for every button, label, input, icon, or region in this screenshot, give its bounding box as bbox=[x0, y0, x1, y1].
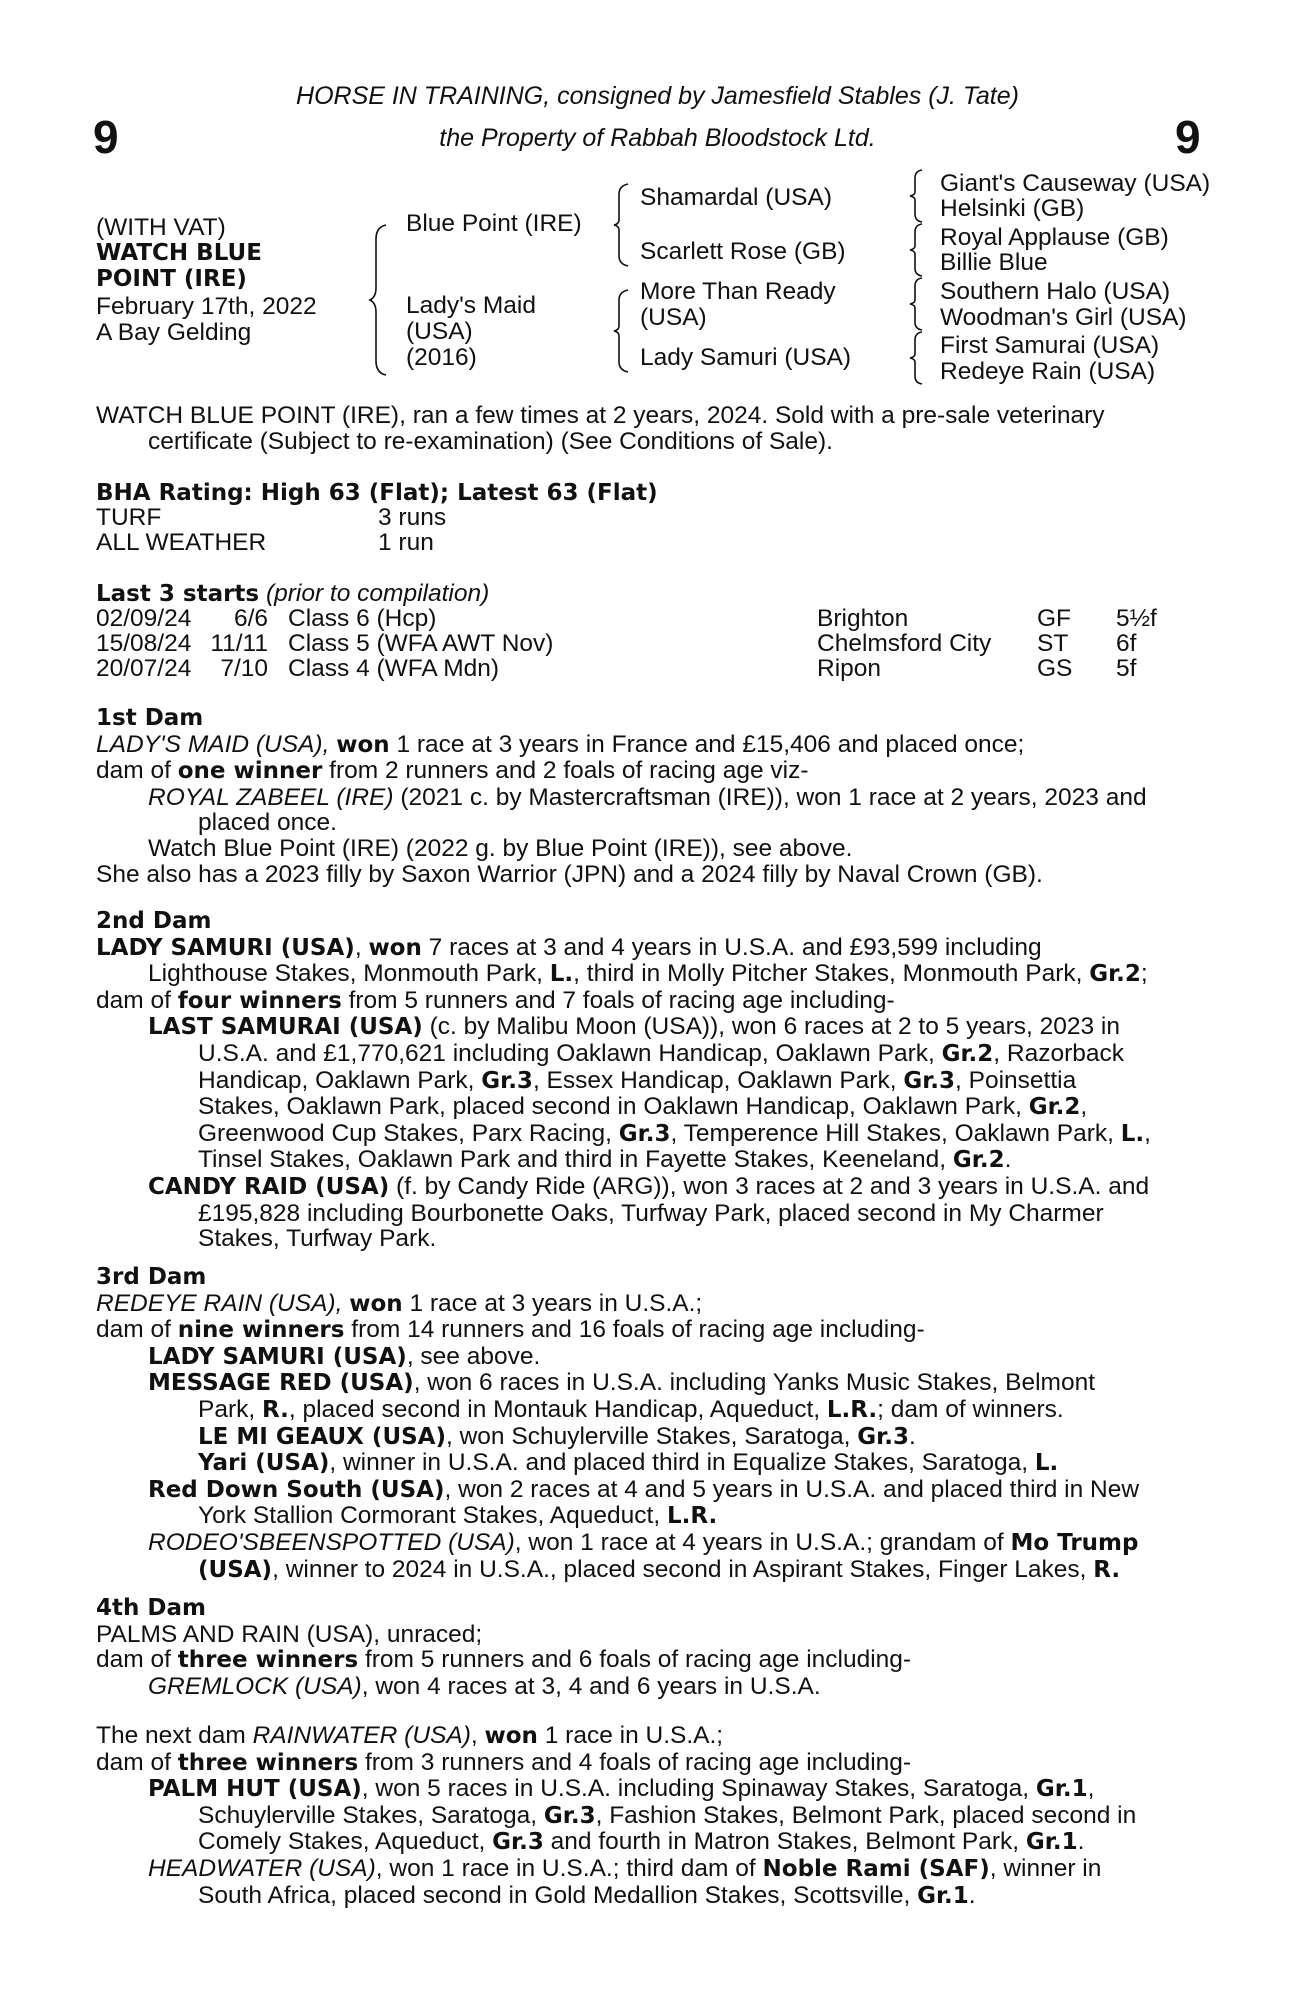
gen3-sss: Giant's Causeway (USA) bbox=[940, 170, 1211, 197]
text-run: ; bbox=[1140, 960, 1148, 988]
text-run: Gr.2 bbox=[952, 1147, 1005, 1174]
text-run: (2021 c. by Mastercraftsman (IRE)), won 1 race at 2 years, 2023 and bbox=[393, 783, 1147, 811]
text-run: from 3 runners and 4 foals of racing age including- bbox=[358, 1748, 912, 1776]
pedigree-bracket-main bbox=[370, 225, 390, 375]
text-run: Gr.3 bbox=[903, 1067, 956, 1094]
next-dam-line bbox=[96, 1803, 1204, 1830]
text-run: Tinsel Stakes, Oaklawn Park and third in Fayette Stakes, Keeneland, bbox=[198, 1146, 953, 1174]
text-run: LADY'S MAID (USA), bbox=[96, 730, 337, 758]
foaling-date: February 17th, 2022 bbox=[96, 293, 317, 320]
second-dam-line bbox=[96, 988, 1204, 1015]
text-run: from 2 runners and 2 foals of racing age viz- bbox=[322, 757, 809, 785]
text-run: MESSAGE RED (USA) bbox=[148, 1370, 414, 1397]
fourth-dam-heading: 4th Dam bbox=[96, 1595, 206, 1621]
intro-line2: certificate (Subject to re-examination) (See Conditions of Sale). bbox=[148, 427, 833, 455]
second-dam-line bbox=[96, 1041, 1204, 1068]
text-run: HEADWATER (USA) bbox=[148, 1854, 376, 1882]
text-run: . bbox=[1004, 1146, 1012, 1174]
text-run: LADY SAMURI (USA) bbox=[148, 1343, 407, 1370]
text-run: , won 2 races at 4 and 5 years in U.S.A. and placed third in New bbox=[444, 1475, 1140, 1503]
text-run: Gr.3 bbox=[857, 1423, 909, 1450]
text-run: L. bbox=[549, 961, 574, 988]
text-run: won bbox=[336, 731, 390, 758]
gen3-dsd: Woodman's Girl (USA) bbox=[940, 304, 1187, 331]
next-dam-line bbox=[96, 1723, 1204, 1750]
first-dam-heading: 1st Dam bbox=[96, 705, 204, 731]
text-run: GREMLOCK (USA) bbox=[148, 1672, 362, 1700]
start-race: Class 6 (Hcp) bbox=[288, 605, 437, 632]
last-starts-heading bbox=[96, 581, 489, 608]
text-run: Gr.1 bbox=[1035, 1776, 1088, 1803]
start-position: 11/11 bbox=[210, 630, 268, 657]
third-dam-line bbox=[96, 1557, 1204, 1584]
text-run: won bbox=[484, 1723, 538, 1749]
start-going: ST bbox=[1037, 630, 1069, 657]
text-run: L.R. bbox=[826, 1396, 878, 1423]
text-run: (f. by Candy Ride (ARG)), won 3 races at 2 and 3 years in U.S.A. and bbox=[389, 1172, 1150, 1200]
text-run: L. bbox=[1034, 1450, 1059, 1477]
text-run: won bbox=[349, 1290, 403, 1317]
text-run: , Temperence Hill Stakes, Oaklawn Park, bbox=[670, 1119, 1121, 1147]
text-run: three winners bbox=[177, 1749, 359, 1776]
text-run: The next dam bbox=[96, 1722, 253, 1749]
text-run: PALM HUT (USA) bbox=[148, 1776, 362, 1803]
fourth-dam-line bbox=[96, 1647, 1204, 1674]
text-run: REDEYE RAIN (USA), bbox=[96, 1289, 350, 1317]
pedigree-bracket-dam bbox=[614, 290, 632, 372]
rating-row-runs: 3 runs bbox=[378, 504, 447, 531]
third-dam-heading: 3rd Dam bbox=[96, 1264, 207, 1290]
second-dam-line bbox=[96, 961, 1204, 988]
text-run: , Poinsettia bbox=[955, 1066, 1077, 1094]
text-run: , won Schuylerville Stakes, Saratoga, bbox=[446, 1422, 858, 1450]
text-run: dam of bbox=[96, 1646, 178, 1674]
produce-royal-zabeel bbox=[96, 785, 1204, 811]
dam-name-line1: Lady's Maid bbox=[406, 292, 536, 319]
text-run: , Essex Handicap, Oaklawn Park, bbox=[532, 1066, 904, 1094]
intro-line1: WATCH BLUE POINT (IRE), ran a few times at 2 years, 2024. Sold with a pre-sale veterinary bbox=[96, 402, 1105, 429]
pedigree-bracket-ss bbox=[910, 170, 926, 222]
dam-name-line2: (USA) bbox=[406, 318, 473, 345]
owner-line: the Property of Rabbah Bloodstock Ltd. bbox=[439, 124, 876, 152]
text-run: , Razorback bbox=[993, 1039, 1125, 1067]
text-run: L.R. bbox=[666, 1503, 718, 1530]
produce-yari bbox=[96, 1450, 1204, 1477]
text-run: , bbox=[1080, 1093, 1088, 1121]
text-run: R. bbox=[1093, 1556, 1121, 1583]
text-run: , placed second in Montauk Handicap, Aqueduct, bbox=[288, 1395, 827, 1423]
text-run: nine winners bbox=[177, 1317, 345, 1344]
second-dam-line bbox=[96, 1094, 1204, 1121]
rating-row-surface: ALL WEATHER bbox=[96, 529, 267, 556]
text-run: LADY SAMURI (USA) bbox=[96, 934, 355, 961]
second-dam-line bbox=[96, 1068, 1204, 1095]
text-run: Gr.2 bbox=[1089, 961, 1141, 988]
produce-watch-blue-point: Watch Blue Point (IRE) (2022 g. by Blue Point (IRE)), see above. bbox=[148, 834, 853, 862]
start-distance: 5½f bbox=[1116, 605, 1157, 632]
second-dam-line bbox=[96, 1121, 1204, 1148]
text-run: dam of bbox=[96, 1748, 178, 1776]
produce-gremlock bbox=[96, 1674, 1204, 1700]
text-run: Stakes, Oaklawn Park, placed second in Oaklawn Handicap, Oaklawn Park, bbox=[198, 1093, 1029, 1121]
text-run: Gr.2 bbox=[941, 1040, 994, 1067]
pedigree-bracket-sire bbox=[614, 184, 632, 266]
next-dam-line bbox=[96, 1750, 1204, 1777]
produce-le-mi-geaux bbox=[96, 1424, 1204, 1451]
start-going: GS bbox=[1037, 655, 1073, 682]
last-starts-note: (prior to compilation) bbox=[265, 580, 490, 607]
start-date: 20/07/24 bbox=[96, 655, 192, 682]
third-dam-line bbox=[96, 1503, 1204, 1530]
first-dam-line bbox=[96, 732, 1204, 759]
dam-foaled-year: (2016) bbox=[406, 344, 477, 371]
text-run: , bbox=[1144, 1119, 1151, 1147]
text-run: , see above. bbox=[406, 1342, 541, 1370]
start-race: Class 4 (WFA Mdn) bbox=[288, 655, 500, 682]
lot-number-left: 9 bbox=[93, 111, 119, 163]
produce-candy-raid bbox=[96, 1174, 1204, 1201]
produce-headwater bbox=[96, 1856, 1204, 1883]
text-run: Mo Trump bbox=[1010, 1529, 1139, 1556]
start-distance: 6f bbox=[1116, 630, 1137, 657]
horse-sex: A Bay Gelding bbox=[96, 319, 252, 346]
second-dam-line bbox=[96, 935, 1204, 962]
third-dam-line bbox=[96, 1397, 1204, 1424]
text-run: Schuylerville Stakes, Saratoga, bbox=[198, 1801, 544, 1829]
text-run: four winners bbox=[177, 987, 342, 1014]
produce-palm-hut bbox=[96, 1776, 1204, 1803]
text-run: Comely Stakes, Aqueduct, bbox=[198, 1828, 493, 1856]
gen3-ssd: Helsinki (GB) bbox=[940, 195, 1085, 222]
produce-lady-samuri bbox=[96, 1344, 1204, 1371]
second-dam-line bbox=[96, 1147, 1204, 1174]
text-run: , won 1 race at 4 years in U.S.A.; grandam of bbox=[514, 1528, 1011, 1556]
text-run: ; dam of winners. bbox=[877, 1395, 1064, 1423]
text-run: Red Down South (USA) bbox=[148, 1476, 445, 1503]
text-run: , bbox=[1087, 1775, 1095, 1803]
text-run: , third in Molly Pitcher Stakes, Monmouth Park, bbox=[573, 960, 1090, 988]
text-run: Gr.3 bbox=[492, 1829, 544, 1856]
first-dam-line: placed once. bbox=[198, 809, 337, 837]
next-dam-line bbox=[96, 1883, 1204, 1910]
produce-message-red bbox=[96, 1370, 1204, 1397]
rating-row-runs: 1 run bbox=[378, 529, 434, 556]
text-run: (c. by Malibu Moon (USA)), won 6 races at 2 to 5 years, 2023 in bbox=[422, 1013, 1120, 1041]
text-run: LAST SAMURAI (USA) bbox=[148, 1014, 423, 1041]
text-run: (USA) bbox=[198, 1556, 273, 1583]
start-distance: 5f bbox=[1116, 655, 1137, 682]
first-dam-line: She also has a 2023 filly by Saxon Warrior (JPN) and a 2024 filly by Naval Crown (GB). bbox=[96, 860, 1043, 888]
start-date: 02/09/24 bbox=[96, 605, 192, 632]
gen3-sdd: Billie Blue bbox=[940, 249, 1048, 276]
start-course: Brighton bbox=[817, 605, 909, 632]
gen3-dss: Southern Halo (USA) bbox=[940, 278, 1171, 305]
bha-rating-title: BHA Rating: High 63 (Flat); Latest 63 (Flat) bbox=[96, 480, 658, 506]
last-starts-title: Last 3 starts bbox=[96, 581, 260, 607]
text-run: Gr.3 bbox=[543, 1802, 596, 1829]
start-position: 7/10 bbox=[220, 655, 268, 682]
third-dam-section bbox=[96, 1265, 1204, 1583]
start-date: 15/08/24 bbox=[96, 630, 192, 657]
second-dam-line: £195,828 including Bourbonette Oaks, Turfway Park, placed second in My Charmer bbox=[198, 1199, 1104, 1227]
start-position: 6/6 bbox=[233, 605, 268, 632]
produce-rodeosbeenspotted bbox=[96, 1530, 1204, 1557]
text-run: , won 5 races in U.S.A. including Spinaway Stakes, Saratoga, bbox=[361, 1775, 1036, 1803]
text-run: RAINWATER (USA) bbox=[252, 1722, 471, 1749]
text-run: and fourth in Matron Stakes, Belmont Park, bbox=[543, 1828, 1026, 1856]
text-run: dam of bbox=[96, 757, 178, 785]
next-dam-section bbox=[96, 1723, 1204, 1909]
consignor-line: HORSE IN TRAINING, consigned by Jamesfield Stables (J. Tate) bbox=[296, 82, 1019, 110]
text-run: , won 6 races in U.S.A. including Yanks Music Stakes, Belmont bbox=[413, 1369, 1096, 1397]
text-run: Gr.3 bbox=[481, 1067, 533, 1094]
lot-number-right: 9 bbox=[1175, 111, 1201, 163]
text-run: U.S.A. and £1,770,621 including Oaklawn Handicap, Oaklawn Park, bbox=[198, 1039, 942, 1067]
text-run: ROYAL ZABEEL (IRE) bbox=[148, 783, 394, 811]
first-dam-section bbox=[96, 706, 1204, 887]
text-run: Gr.2 bbox=[1028, 1094, 1081, 1121]
pedigree-bracket-dd bbox=[910, 332, 926, 384]
text-run: 1 race at 3 years in U.S.A.; bbox=[402, 1289, 703, 1317]
pedigree-bracket-sd bbox=[910, 224, 926, 276]
pedigree-bracket-ds bbox=[910, 278, 926, 330]
text-run: CANDY RAID (USA) bbox=[148, 1173, 390, 1200]
text-run: . bbox=[1077, 1828, 1085, 1856]
text-run: South Africa, placed second in Gold Medallion Stakes, Scottsville, bbox=[198, 1881, 918, 1909]
produce-last-samurai bbox=[96, 1014, 1204, 1041]
vat-label: (WITH VAT) bbox=[96, 214, 226, 241]
gen3-ddd: Redeye Rain (USA) bbox=[940, 358, 1156, 385]
text-run: Lighthouse Stakes, Monmouth Park, bbox=[148, 960, 550, 988]
fourth-dam-section bbox=[96, 1596, 1204, 1699]
text-run: three winners bbox=[177, 1647, 359, 1674]
dam-dam: Lady Samuri (USA) bbox=[640, 344, 852, 371]
text-run: from 5 runners and 6 foals of racing age including- bbox=[358, 1646, 912, 1674]
dam-sire-line1: More Than Ready bbox=[640, 278, 836, 305]
horse-name-line1: WATCH BLUE bbox=[96, 240, 262, 266]
gen3-dds: First Samurai (USA) bbox=[940, 332, 1160, 359]
text-run: Gr.3 bbox=[618, 1120, 671, 1147]
start-course: Ripon bbox=[817, 655, 882, 682]
text-run: 7 races at 3 and 4 years in U.S.A. and £93,599 including bbox=[421, 933, 1042, 961]
text-run: , won 4 races at 3, 4 and 6 years in U.S.A. bbox=[361, 1672, 821, 1700]
text-run: dam of bbox=[96, 986, 178, 1014]
text-run: , winner to 2024 in U.S.A., placed second in Aspirant Stakes, Finger Lakes, bbox=[272, 1555, 1094, 1583]
second-dam-line: Stakes, Turfway Park. bbox=[198, 1225, 437, 1253]
start-race: Class 5 (WFA AWT Nov) bbox=[288, 630, 554, 657]
text-run: Gr.1 bbox=[917, 1882, 969, 1909]
text-run: from 14 runners and 16 foals of racing age including- bbox=[344, 1316, 925, 1344]
first-dam-line bbox=[96, 758, 1204, 785]
dam-sire-line2: (USA) bbox=[640, 304, 707, 331]
fourth-dam-line: PALMS AND RAIN (USA), unraced; bbox=[96, 1620, 483, 1648]
text-run: 1 race at 3 years in France and £15,406 and placed once; bbox=[389, 730, 1025, 758]
text-run: L. bbox=[1120, 1120, 1145, 1147]
text-run: Yari (USA) bbox=[198, 1450, 330, 1477]
text-run: RODEO'SBEENSPOTTED (USA) bbox=[148, 1528, 515, 1556]
text-run: , winner in bbox=[989, 1854, 1102, 1882]
rating-row-surface: TURF bbox=[96, 504, 162, 531]
text-run: won bbox=[368, 934, 422, 961]
sire-sire: Shamardal (USA) bbox=[640, 184, 832, 211]
text-run: . bbox=[908, 1422, 916, 1450]
text-run: from 5 runners and 7 foals of racing age including- bbox=[341, 986, 895, 1014]
gen3-sds: Royal Applause (GB) bbox=[940, 224, 1169, 251]
text-run: one winner bbox=[177, 758, 323, 785]
text-run: Noble Rami (SAF) bbox=[762, 1855, 990, 1882]
text-run: . bbox=[968, 1881, 976, 1909]
text-run: Park, bbox=[198, 1395, 262, 1423]
text-run: 1 race in U.S.A.; bbox=[537, 1722, 724, 1749]
text-run: , Fashion Stakes, Belmont Park, placed second in bbox=[595, 1801, 1137, 1829]
second-dam-heading: 2nd Dam bbox=[96, 908, 212, 934]
text-run: Greenwood Cup Stakes, Parx Racing, bbox=[198, 1119, 619, 1147]
horse-name-line2: POINT (IRE) bbox=[96, 266, 247, 292]
text-run: Gr.1 bbox=[1025, 1829, 1078, 1856]
start-course: Chelmsford City bbox=[817, 630, 992, 657]
third-dam-line bbox=[96, 1317, 1204, 1344]
text-run: Handicap, Oaklawn Park, bbox=[198, 1066, 482, 1094]
sire-dam: Scarlett Rose (GB) bbox=[640, 238, 846, 265]
text-run: , won 1 race in U.S.A.; third dam of bbox=[375, 1854, 763, 1882]
text-run: York Stallion Cormorant Stakes, Aqueduct, bbox=[198, 1502, 667, 1530]
text-run: dam of bbox=[96, 1316, 178, 1344]
second-dam-section bbox=[96, 909, 1204, 1252]
next-dam-line bbox=[96, 1829, 1204, 1856]
text-run: , bbox=[470, 1722, 485, 1749]
intro-paragraph bbox=[96, 403, 1204, 454]
text-run: R. bbox=[262, 1396, 289, 1423]
text-run: , winner in U.S.A. and placed third in Equalize Stakes, Saratoga, bbox=[329, 1449, 1035, 1477]
produce-red-down-south bbox=[96, 1477, 1204, 1504]
third-dam-line bbox=[96, 1291, 1204, 1318]
text-run: LE MI GEAUX (USA) bbox=[198, 1423, 446, 1450]
start-going: GF bbox=[1037, 605, 1072, 632]
sire-name: Blue Point (IRE) bbox=[406, 210, 582, 237]
text-run: , bbox=[354, 933, 369, 961]
